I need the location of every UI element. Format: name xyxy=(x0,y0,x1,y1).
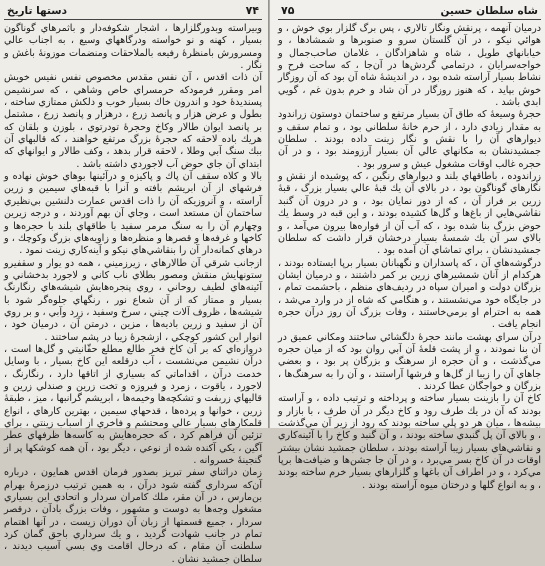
right-page-header xyxy=(278,4,541,20)
left-paragraph: دروازه‌اي كه بر آن كاخ فخر طالع مطلع حقّانيتي و گل‌ها است ، درآن نشيمن مي‌نشست ، آب درقلعه‌ اين كاخ بسيار ، با وسايل خدمت درآن ، اقداماتي كه بسياري از اتاقها دارد ، رنگارنگ ، لاجورد ، ياقوت ، زمرد و فيروزه و تخت زرين و صندلي زرين و قاليهاي زربفت و تشكچه‌ها وخيمه‌ها ، ابريشم گرانبها ، ميز ، طبقهٔ زرين ، خوانها و پرده‌ها ، قدحهاي سيمين ، بهترين كارهاي ، انواع قلمكارهاي بسيار عالي ومحتشم و فاخري از اسباب زينتي ، براي تزئين آن فراهم كرد ، كه حجره‌هايش به كاسه‌ها ظرفهاي عطر آگين ، يكي آكنده شده از نوعي ، ديگر بود ، آن همه كوشكها پر از گنجينهٔ خسروانه . xyxy=(4,343,262,467)
right-paragraph: درگوشه‌هاي آن ، كه پاسداران و نگهبانان بسيار برپا ايستاده بودند ، هركدام از آنان شمشيرهاي زرين بر كمر داشتند ، و درميان ايشان بزرگان دولت و اميران سپاه در رديف‌هاي منظم ، باحشمت تمام ، در جايگاه خود مي‌نشستند ، و هنگامي كه شاه از در وارد مي‌شد ، همه به احترام او برمي‌خاستند ، وفات بزرگ آن روز درآن حجره انجام يافت . xyxy=(278,257,541,331)
right-paragraph: زراندوده ، باطاقهاي بلند و ديوارهاي رنگين ، كه پوشيده از نقش و نگارهاي گوناگون بود ، در بالاي آن يك قبهٔ عالي بسيار بزرگ ، قبهٔ زرين بر فراز آن ، كه از دور نمايان بود ، و در درون آن گنبد نقاشي‌هايي از باغ‌ها و گل‌ها كشيده بودند ، و اين قبه در وسط يك حوض بزرگ بنا شده بود ، كه آب آن از فواره‌ها بيرون مي‌آمد ، و بالاي سر آن يك شمسهٔ بسيار درخشان قرار داشت كه سلطان جمشيدنشان ، براي تماشاي آن آمده بود . xyxy=(278,171,541,257)
right-paragraph: درميان آنهمه ، پرنقش ونگار تالاري ، پس برگ گلزار بوي خوش ، و هوائي نيكو ، در آن گلستان سرو و صنوبرها و شمشادها ، و خيابانهاي طويل ، شاه و شاهزادگان ، غلامان صاحب‌جمال و خواجه‌سرايان ، درتمامي گردش‌ها در آن‌جا ، كه ساحت فرح و نشاط بسيار آراسته شده بود ، در انديشهٔ شاه آن بود كه آن روزگار خوش بپايد ، كه هنوز روزگار در آن شاد و خرم بدون غم ، گويي ابدي باشد . xyxy=(278,23,541,109)
right-page-number: ۷۵ xyxy=(281,4,295,17)
left-paragraph: آن ذات اقدس ، آن نفس مقدس مخصوص نفس نفيس خويش امر ومقرر فرمودكه حرمسراي خاص وشاهي ، كه سرنشيمن پسنديدهٔ خود و اندرون خاك بسيار خوب و دلكش ممتازي ساخته ، بطول و عرض هزار و پانصد زرع ، درهزار و پانصد زرع ، مشتمل بر پانصد ايوان طالار وكاخ وحجرهٔ تودرتوي ، بلوزن و بلقان كه هريك باده لاحقه كه حجرهٔ بزرگ مرتفع خواهند ، كه قالبهاي آن ببك سنگ آبي وطلا ، لاحقه قرار بدهد ، وكف طالار و ايوانهاي كه ابتداي آن جاي حوض آب لاجوردي داشته باشد . xyxy=(4,72,262,170)
right-page-body xyxy=(278,23,541,491)
left-page-header xyxy=(4,4,262,20)
left-paragraph: زمان دراثناي سفر تبريز بصدور فرمان اقدس همايون ، درباره آن‌كه سرداري گفته شود درآن ، به همين ترتيب درزمرهٔ بهرام بن‌مارس ، در آن مقر، ملك كامران سردار و اتحادي اين بسياري مشغول وجه‌ها به دوست و مشهور ، وفات بزرگ بادآن ، درقصر سردار ، جميع قسمتها از زبان آن دوران زيست ، در آنها اهتمام تمام در جانب شهادت گرديد ، و يك سرداري باحق گمان كرد سلطنت آن مقام ، كه درحال اقامت وي بسي آسيب ديدند ، سلطان جمشيد نشان . xyxy=(4,467,262,565)
left-page xyxy=(0,0,268,565)
right-running-title: شاه سلطان حسين xyxy=(440,5,538,17)
right-paragraph: حجرهٔ وسيعهٔ كه طاق آن بسيار مرتفع و ساختمان دوستون زراندود به مقدار زيادي دارد ، از حرم خانهٔ سلطاني بود ، و تمام سقف و ديوارهاي آن را با نقش و نگار زينت داده بودند . سلطان جمشيدنشان به مكانهاي عالي آن بسيار آرزومند بود ، و در آن حجره غالب اوقات مشغول عيش و سرور بود . xyxy=(278,109,541,170)
left-running-title: دستها تاريخ xyxy=(7,5,67,17)
left-page-body xyxy=(4,23,262,565)
right-paragraph: درآن سراي بهشت مانند حجرهٔ دلگشائي ساختند ومكاني عميق در آن بنا نمودند ، و از پشت قلعهٔ آن آبي روان بود كه از ميان حجره مي‌گذشت ، و آن حجره از سرهنگ و بزرگان پر بود ، و بعضي جاهاي آن را زيبا از گل‌ها و فرشها آراستند ، و آن را به سرهنگ‌ها ، بزرگان و خواجگان عطا كردند . xyxy=(278,331,541,392)
left-paragraph: بالا و كلاه سقف آن پاك و پاكيزه و درآئينها بوهاي خوش نهاده و فرشهاي از آن ابريشم بافته و آنرا با قبه‌هاي سيمين و زرين آراسته ، و آنروزيكه آن را ذات اقدس عمارت دلنشين بي‌نظيري ساختمان آن مستعد است ، وجاي آن بهم آوردند ، و درجه زيرين وچهارم آن را به سنگ مرمر سفيد با طاقهاي بلند با حجره‌ها و كاخها و غرفه‌ها و قصرها و منظره‌ها و زاويه‌هاي بزرگ وكوچك ، و درهاي كمانه‌دار آن را بنقاشي‌هاي نيكو و آينه‌كاري زينت نمود . xyxy=(4,171,262,257)
right-paragraph: كاخ آن را بازينت بسيار ساخته و پرداخته و ترتيب داده ، و آراسته بودند كه آن در يك طرف رود و كاخ ديگر در آن طرف ، با بازار و بيشه‌ها ، ميان هر دو پلي ساخته بودند كه رود از زير آن مي‌گذشت ، و بالاي آن پل گنبدي ساخته بودند ، و آن گنبد و كاخ را با آئينه‌كاري و نقاشي‌هاي بسيار زيبا آراسته بودند ، سلطان جمشيد نشان بيشتر اوقات در آن كاخ بسر مي‌برد ، و در آن جا جشن‌ها و ضيافت‌ها برپا مي‌كرد ، و در اطراف آن باغها و گلزارهاي بسيار خرم ساخته بودند ، و به انواع گلها و درختان ميوه آراسته بودند . xyxy=(278,393,541,491)
right-page xyxy=(270,0,545,491)
left-paragraph: ازجانب شرقي آن طالارهاي ، زيرزميني ، همه دو يوار و سقفيرو ستونهايش منقش ومصور بطلاي ناب كاني و لاجورد بدخشاني و آئينه‌هاي لطيف روحاني ، روي پنجره‌هايش شيشه‌هاي رنگارنگ بسيار و ممتاز كه از آن شعاع نور ، رنگهاي جلوه‌گر شود با شيشه‌ها ، ظروف آلات چيني ، سرخ وسفيد ، زرد وآبي ، و بر روي آن از سفيد و زرين باديه‌ها ، مزين ، درمتن آن ، درميان خود ، انوار اين كشور كوچكي ، ازشجرهٔ زيبا در پشم ساختند . xyxy=(4,257,262,343)
left-page-number: ۷۴ xyxy=(245,4,259,17)
left-paragraph: وبيراسته وبدورگلزارها ، اشجار شكوفه‌دار و باثمرهاي گوناگون بسيار ، كهنه و نو خواسته ودرگاههاي وسيع ، به اجناب عالي ومسرورش بامنظرهٔ رفيعه بالملاحقات ومنضمات موزونهٔ باغش و نگار . xyxy=(4,23,262,72)
